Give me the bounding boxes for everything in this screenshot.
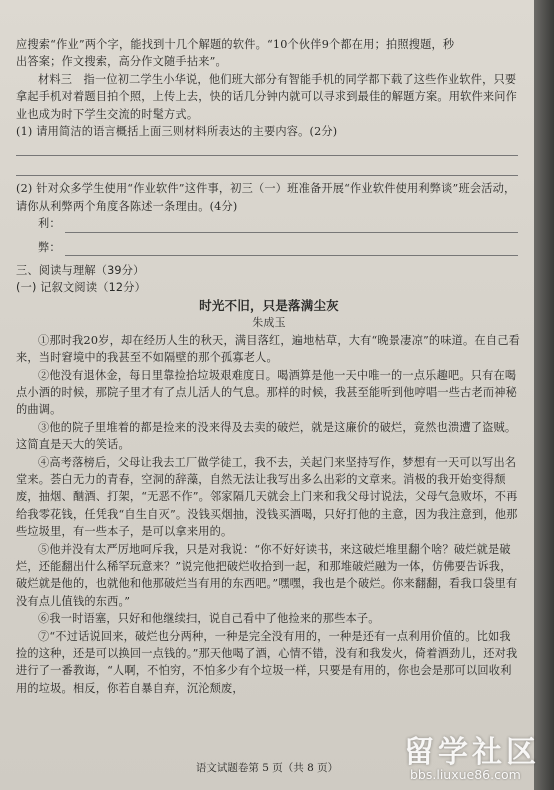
subsection-heading: (一) 记叙文阅读（12分）: [16, 281, 147, 295]
material-three: 材料三 指一位初二学生小华说，他们班大部分有智能手机的同学都下载了这些作业软件，只要拿起手机对着题目拍个照，上传上去，快的话几分钟内就可以寻求到最佳的解题方案。用软件来问作业也成为时下学生交流的时髦方式。: [16, 72, 518, 121]
watermark-url: bbs.liuxue86.com: [410, 767, 521, 782]
pro-answer-line[interactable]: [65, 220, 518, 233]
pro-label: 利：: [38, 217, 61, 231]
material-line-2: 出答案；作文搜索，高分作文随手拈来”。: [16, 55, 227, 69]
page-content: [16, 36, 522, 697]
essay-title: 时光不旧，只是落满尘灰: [199, 297, 339, 313]
paragraph-5: ⑤他并没有太严厉地呵斥我，只是对我说：“你不好好读书，来这破烂堆里翻个啥？破烂就是破烂，还能翻出什么稀罕玩意来？”说完他把破烂收拾到一起，和那堆破烂融为一体，仿佛要告诉我，破烂就是他的，也就他和他那破烂当有用的东西吧。”嘿嘿，我也是个破烂。你来翻翻，看我口袋里有没有点儿值钱的东西。”: [16, 542, 518, 608]
question-2: (2) 针对众多学生使用“作业软件”这件事，初三（一）班准备开展“作业软件使用利弊谈”班会活动，请你从利弊两个角度各陈述一条理由。(4分): [16, 182, 516, 213]
con-label: 弊：: [38, 240, 61, 254]
con-answer-line[interactable]: [65, 243, 518, 256]
section-heading: 三、阅读与理解（39分）: [16, 264, 145, 278]
paragraph-1: ①那时我20岁，却在经历人生的秋天，满目落红，遍地枯草，大有“晚景凄凉”的味道。在自己看来，当时窘境中的我甚至不如隔壁的那个孤寡老人。: [16, 333, 520, 365]
answer-line-2[interactable]: [16, 160, 518, 176]
paragraph-6: ⑥我一时语塞，只好和他继续扫，说自己看中了他捡来的那些本子。: [38, 612, 380, 626]
watermark-logo: 留学社区: [404, 735, 540, 770]
page-edge-shadow: [534, 0, 554, 790]
paragraph-2: ②他没有退休金，每日里靠捡拾垃圾艰难度日。喝酒算是他一天中唯一的一点乐趣吧。只有在喝点小酒的时候，那院子里才有了点儿活人的气息。那样的时候，我甚至能听到他哼唱一些古老而神秘的曲调。: [16, 368, 518, 417]
con-row: [16, 239, 522, 256]
pro-row: [16, 215, 522, 232]
paragraph-3: ③他的院子里堆着的都是捡来的没来得及去卖的破烂，就是这廉价的破烂，竟然也溃遭了盗贼。这简直是天大的笑话。: [16, 420, 517, 452]
page-footer: 语文试题卷第 5 页（共 8 页）: [195, 762, 339, 774]
material-line-1: 应搜索“作业”两个字，能找到十几个解题的软件。“10个伙伴9个都在用；拍照搜题，秒: [16, 38, 455, 51]
answer-line-1[interactable]: [16, 140, 518, 156]
site-watermark: [388, 727, 554, 790]
question-1: (1) 请用简洁的语言概括上面三则材料所表达的主要内容。(2分): [16, 125, 338, 139]
paragraph-4: ④高考落榜后，父母让我去工厂做学徒工，我不去，关起门来坚持写作，梦想有一天可以写出名堂来。荟白无力的青春，空洞的辞藻，自然无法让我写出多么出彩的文章来。消极的我开始变得颓废，抽烟、酗酒、打架，“无恶不作”。邻家隔几天就会上门来和我父母讨说法，父母气急败坏，不再给我零花钱，任凭我“自生自灭”。没钱买烟抽，没钱买酒喝，只好打他的主意，因为我注意到，他那些垃圾里，有一些本子，是可以拿来用的。: [16, 455, 518, 539]
paragraph-7: ⑦“不过话说回来，破烂也分两种，一种是完全没有用的，一种是还有一点利用价值的。比如我捡的这种，还是可以换回一点钱的。”那天他喝了酒，心情不错，没有和我发火，倚着酒劲儿，还对我进行了一番教诲，“人啊，不怕穷，不怕多少有个垃圾一样，只要是有用的，你也会是那可以回收利用的垃圾。相反，你若自暴自弃，沉沦颓废，: [16, 629, 518, 695]
essay-author: 朱成玉: [252, 316, 286, 330]
